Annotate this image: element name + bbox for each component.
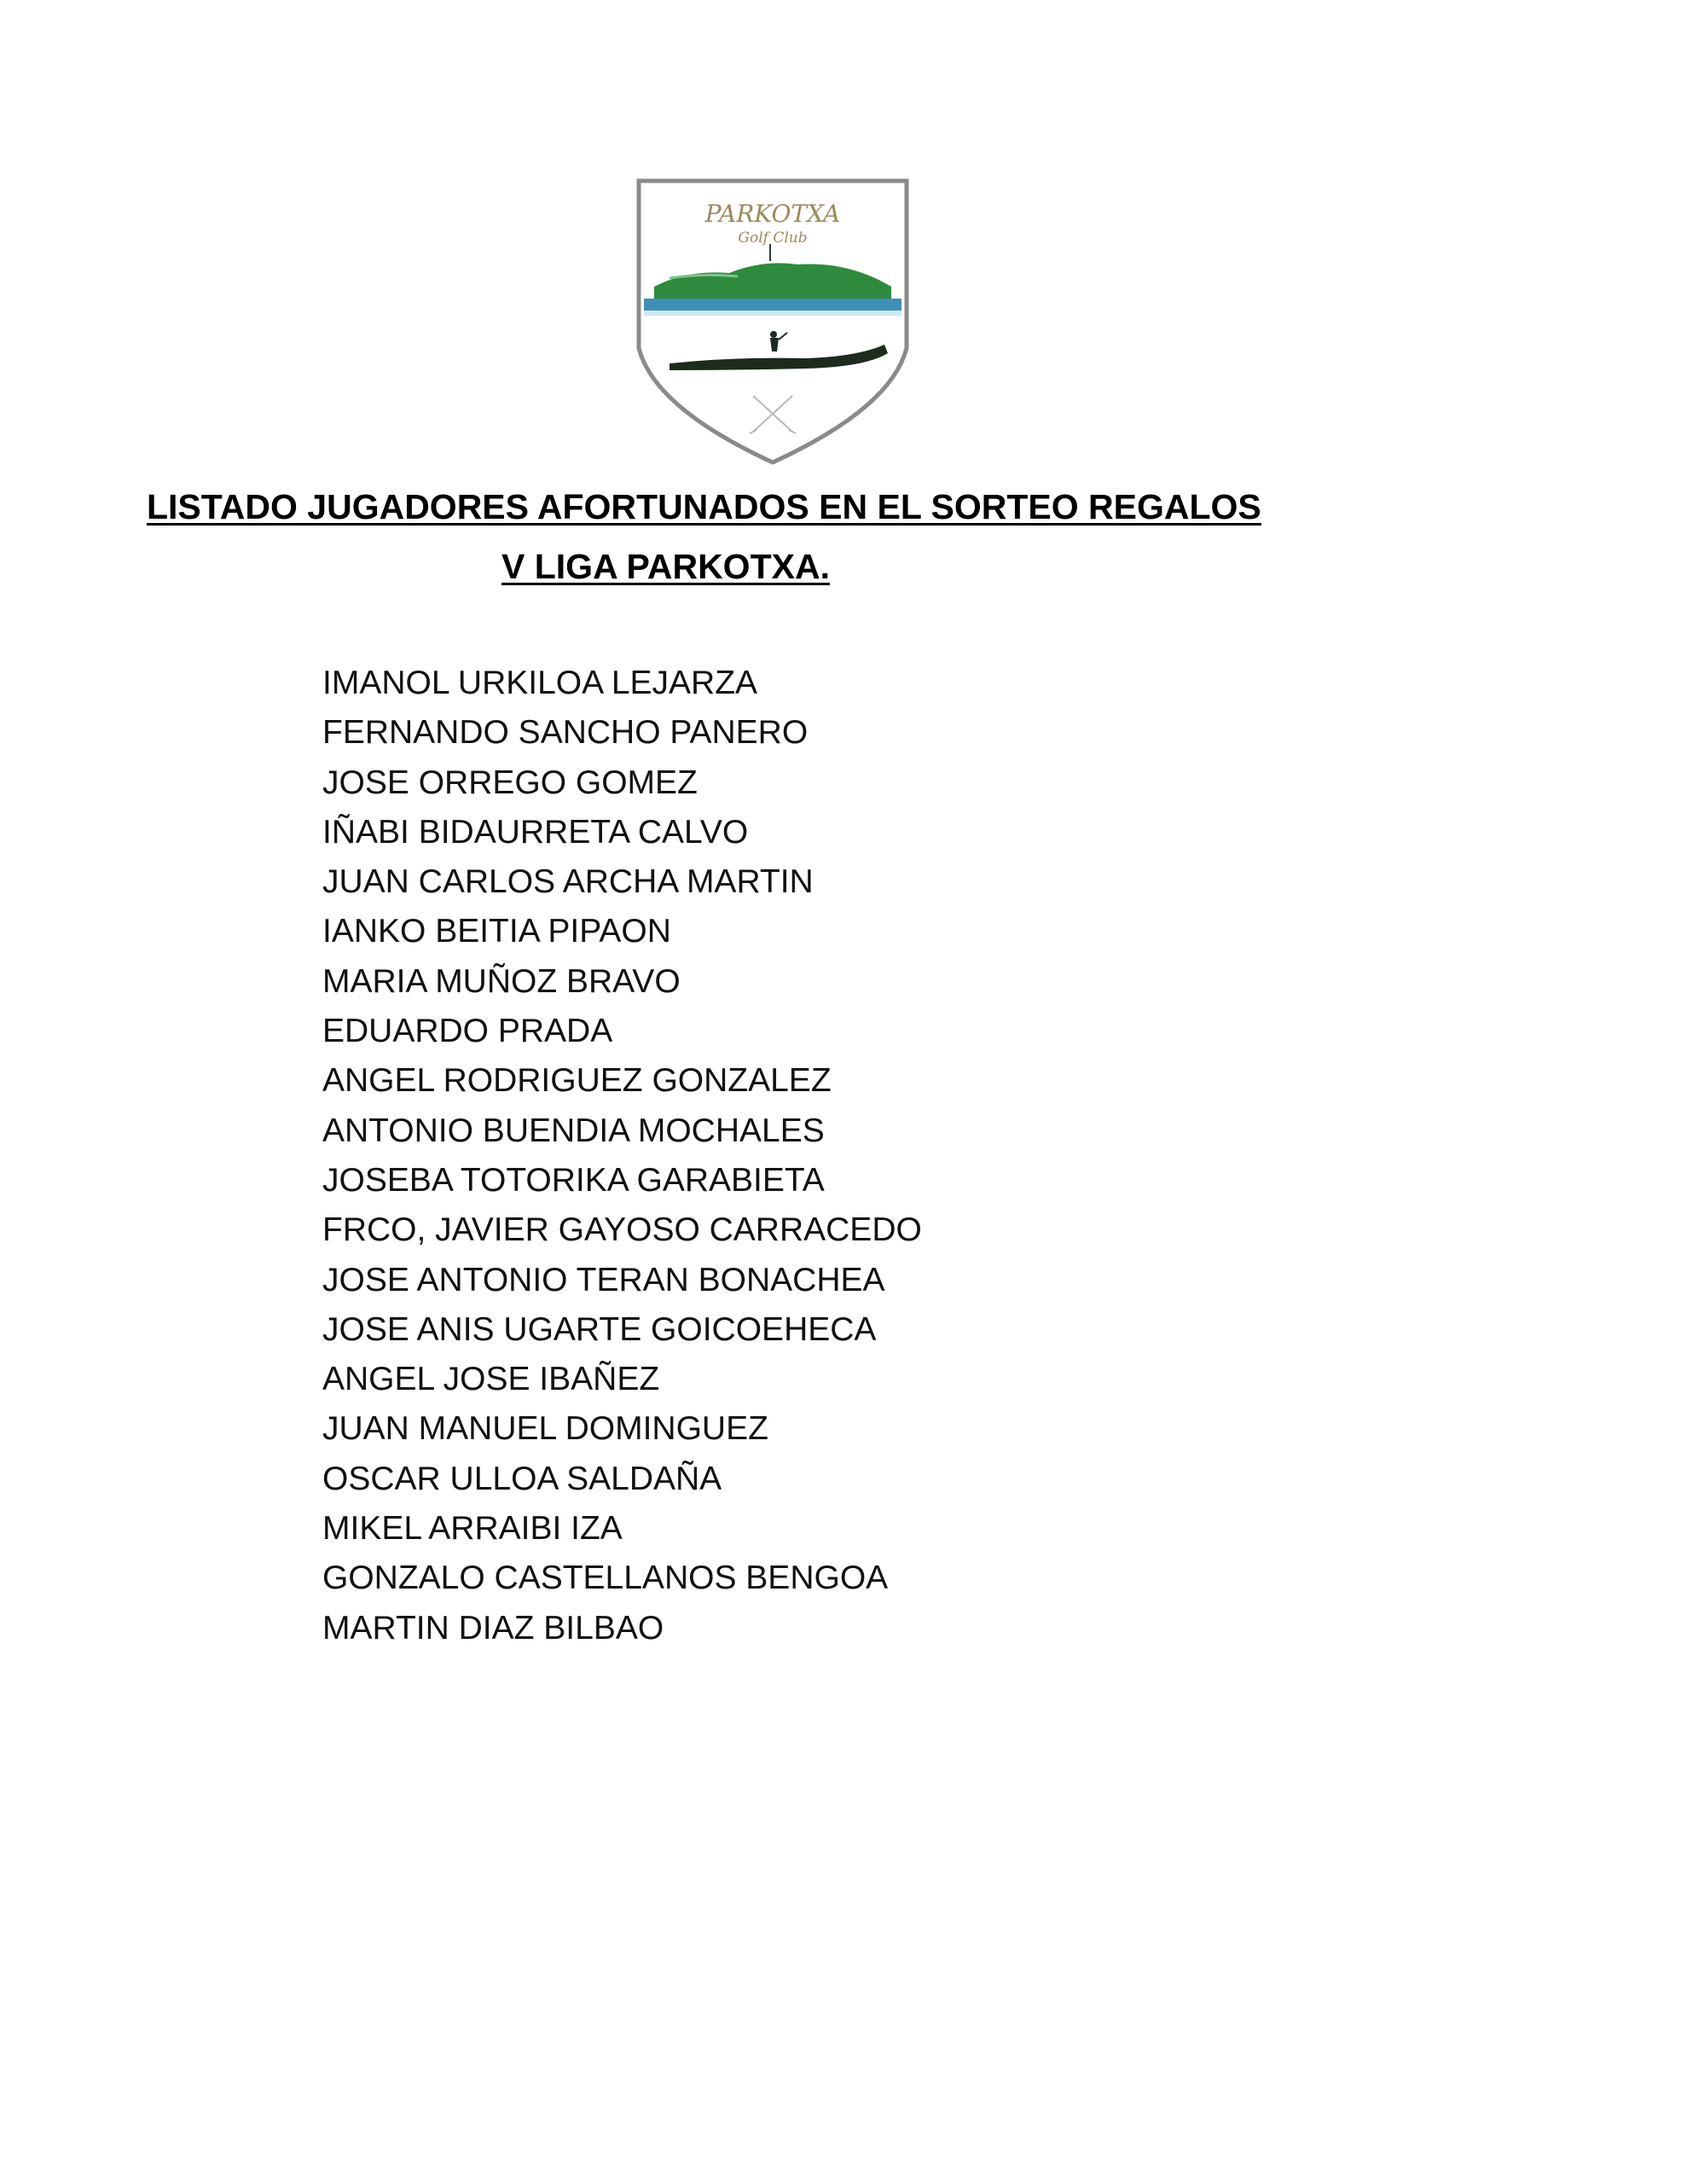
parkotxa-golf-club-logo <box>635 177 910 468</box>
winner-name: OSCAR ULLOA SALDAÑA <box>322 1460 722 1497</box>
winner-name: FERNANDO SANCHO PANERO <box>322 714 809 752</box>
logo-wordmark: PARKOTXA <box>704 200 841 228</box>
winner-name: ANGEL RODRIGUEZ GONZALEZ <box>322 1062 832 1100</box>
winner-name: ANTONIO BUENDIA MOCHALES <box>322 1112 825 1149</box>
winner-name: JUAN MANUEL DOMINGUEZ <box>322 1410 768 1448</box>
winner-name: GONZALO CASTELLANOS BENGOA <box>322 1560 889 1597</box>
water-band <box>644 299 901 311</box>
winner-name: ANGEL JOSE IBAÑEZ <box>322 1361 660 1398</box>
winner-name: IANKO BEITIA PIPAON <box>322 913 671 950</box>
winner-name: JOSE ORREGO GOMEZ <box>322 764 698 801</box>
winner-name: JOSE ANIS UGARTE GOICOEHECA <box>322 1310 877 1348</box>
winner-name: MIKEL ARRAIBI IZA <box>322 1510 623 1548</box>
winner-name: EDUARDO PRADA <box>322 1013 613 1050</box>
winner-name: JOSEBA TOTORIKA GARABIETA <box>322 1161 825 1199</box>
logo-subtitle: Golf Club <box>738 229 808 247</box>
winner-list <box>322 659 922 1653</box>
winner-name: MARTIN DIAZ BILBAO <box>322 1609 664 1647</box>
document-title-line-1: LISTADO JUGADORES AFORTUNADOS EN EL SORTEO REGALOS <box>147 487 1261 526</box>
winner-name: JOSE ANTONIO TERAN BONACHEA <box>322 1261 885 1298</box>
document-title-line-2: V LIGA PARKOTXA. <box>501 547 830 586</box>
winner-name: JUAN CARLOS ARCHA MARTIN <box>322 863 814 901</box>
winner-name: IMANOL URKILOA LEJARZA <box>322 665 758 701</box>
winner-name: IÑABI BIDAURRETA CALVO <box>322 813 749 851</box>
winner-name: FRCO, JAVIER GAYOSO CARRACEDO <box>322 1211 922 1249</box>
winner-name: MARIA MUÑOZ BRAVO <box>322 962 681 1000</box>
